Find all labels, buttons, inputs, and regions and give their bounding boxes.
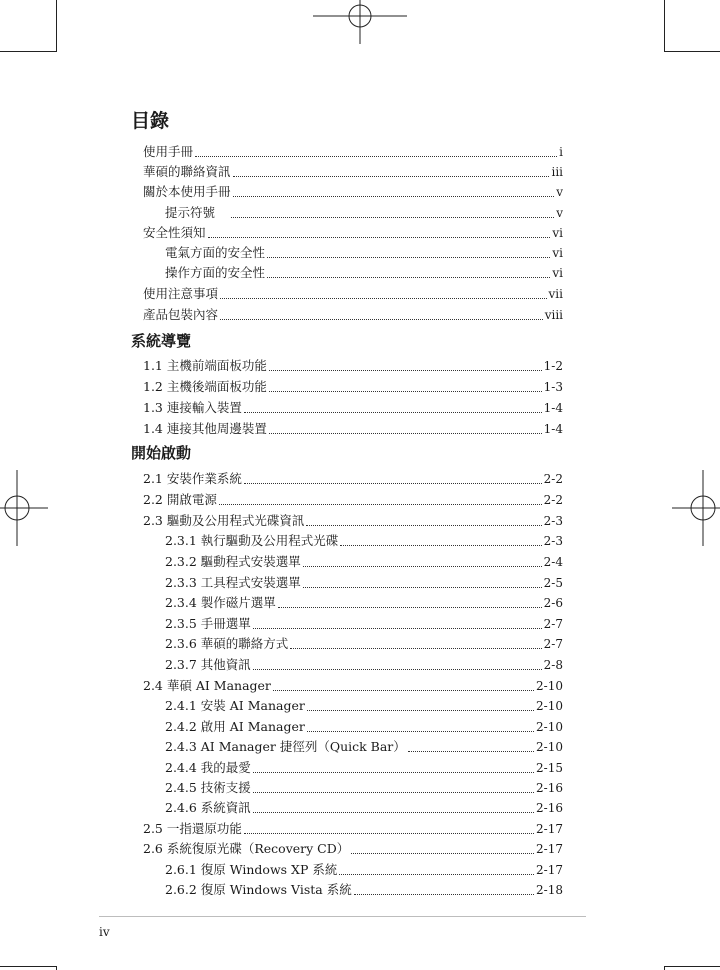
toc-entry-label: 2.3.3 工具程式安裝選單	[165, 575, 301, 590]
toc-entry[interactable]	[165, 593, 563, 613]
toc-entry-page: 2-2	[543, 493, 563, 507]
toc-entry[interactable]	[165, 263, 563, 283]
dot-leader	[244, 411, 542, 413]
toc-entry-label: 使用注意事項	[143, 286, 219, 301]
dot-leader	[253, 627, 542, 629]
toc-entry[interactable]	[165, 696, 563, 716]
toc-entry-page: 2-7	[543, 617, 563, 631]
dot-leader	[339, 873, 534, 875]
toc-entry-label: 2.3.4 製作磁片選單	[165, 595, 276, 610]
toc-entry-label: 使用手冊	[143, 144, 194, 159]
toc-entry-page: v	[556, 185, 563, 199]
crop-mark	[664, 0, 665, 52]
toc-entry-page: 1-4	[543, 401, 563, 415]
toc-entry-page: 2-17	[536, 822, 563, 836]
dot-leader	[244, 832, 534, 834]
toc-entry-page: vi	[552, 266, 563, 280]
toc-entry-page: 1-4	[543, 422, 563, 436]
dot-leader	[290, 647, 541, 649]
dot-leader	[253, 771, 534, 773]
toc-entry-label: 2.3.7 其他資訊	[165, 657, 251, 672]
toc-entry[interactable]	[143, 469, 563, 489]
toc-entry-label: 2.3.5 手冊選單	[165, 616, 251, 631]
dot-leader	[278, 606, 542, 608]
dot-leader	[233, 195, 555, 197]
toc-entry-page: vi	[552, 226, 563, 240]
toc-entry[interactable]	[165, 634, 563, 654]
toc-entry-page: vi	[552, 246, 563, 260]
toc-entry-page: iii	[551, 165, 563, 179]
toc-entry-page: 2-17	[536, 863, 563, 877]
toc-entry-label: 產品包裝內容	[143, 307, 219, 322]
toc-entry[interactable]	[165, 573, 563, 593]
page-title: 目錄	[131, 110, 170, 132]
footer-rule	[99, 916, 586, 917]
toc-entry[interactable]	[143, 182, 563, 202]
dot-leader	[408, 750, 534, 752]
crop-mark	[56, 966, 57, 970]
dot-leader	[195, 155, 557, 157]
crop-mark	[0, 966, 56, 967]
toc-entry[interactable]	[143, 419, 563, 439]
toc-entry-label: 電氣方面的安全性	[165, 245, 266, 260]
toc-entry-label: 2.4.4 我的最愛	[165, 760, 251, 775]
toc-entry-page: i	[559, 145, 563, 159]
dot-leader	[219, 503, 542, 505]
toc-entry-page: 2-18	[536, 883, 563, 897]
dot-leader	[303, 586, 542, 588]
toc-entry-page: vii	[548, 287, 563, 301]
toc-entry[interactable]	[143, 819, 563, 839]
dot-leader	[253, 811, 534, 813]
dot-leader	[354, 893, 534, 895]
toc-entry-page: v	[556, 206, 563, 220]
section-heading-chapter-1: 系統導覽	[131, 332, 192, 350]
dot-leader	[253, 668, 542, 670]
dot-leader	[340, 544, 541, 546]
toc-entry-label: 1.2 主機後端面板功能	[143, 379, 267, 394]
dot-leader	[306, 524, 541, 526]
toc-entry-page: 2-5	[543, 576, 563, 590]
toc-entry[interactable]	[143, 377, 563, 397]
toc-entry-label: 2.6 系統復原光碟（Recovery CD）	[143, 841, 350, 856]
toc-entry-label: 安全性須知	[143, 225, 206, 240]
toc-entry-page: 2-17	[536, 842, 563, 856]
dot-leader	[231, 216, 554, 218]
toc-entry-label: 2.4.6 系統資訊	[165, 800, 251, 815]
toc-entry-label: 2.3.6 華碩的聯絡方式	[165, 636, 289, 651]
registration-mark-top	[313, 0, 407, 44]
toc-entry-page: 2-10	[536, 740, 563, 754]
toc-entry-label: 1.4 連接其他周邊裝置	[143, 421, 267, 436]
toc-entry[interactable]	[165, 758, 563, 778]
dot-leader	[233, 175, 550, 177]
toc-entry-label: 2.4.3 AI Manager 捷徑列（Quick Bar）	[165, 739, 406, 754]
toc-entry-page: 2-8	[543, 658, 563, 672]
toc-entry[interactable]	[165, 655, 563, 675]
toc-entry[interactable]	[165, 552, 563, 572]
toc-entry-page: 2-15	[536, 761, 563, 775]
toc-entry-page: 1-2	[543, 359, 563, 373]
registration-mark-right	[672, 470, 720, 546]
toc-entry[interactable]	[165, 798, 563, 818]
dot-leader	[307, 709, 534, 711]
toc-entry-page: 2-16	[536, 781, 563, 795]
dot-leader	[269, 390, 542, 392]
dot-leader	[253, 791, 534, 793]
toc-entry-label: 1.3 連接輸入裝置	[143, 400, 242, 415]
dot-leader	[351, 852, 534, 854]
dot-leader	[307, 730, 534, 732]
toc-entry-label: 關於本使用手冊	[143, 184, 231, 199]
dot-leader	[303, 565, 542, 567]
toc-entry[interactable]	[165, 717, 563, 737]
toc-entry-label: 1.1 主機前端面板功能	[143, 358, 267, 373]
toc-entry-label: 2.3.1 執行驅動及公用程式光碟	[165, 533, 339, 548]
toc-entry-label: 2.3.2 驅動程式安裝選單	[165, 554, 301, 569]
toc-entry-page: 2-10	[536, 699, 563, 713]
toc-entry-page: 2-16	[536, 801, 563, 815]
dot-leader	[273, 689, 534, 691]
toc-entry[interactable]	[143, 398, 563, 418]
crop-mark	[664, 51, 720, 52]
toc-entry-label: 2.5 一指還原功能	[143, 821, 242, 836]
toc-entry-label: 操作方面的安全性	[165, 265, 266, 280]
toc-entry-label: 2.4.5 技術支援	[165, 780, 251, 795]
dot-leader	[244, 482, 542, 484]
toc-entry-label: 2.3 驅動及公用程式光碟資訊	[143, 513, 305, 528]
dot-leader	[269, 432, 542, 434]
registration-mark-left	[0, 470, 48, 546]
toc-entry-page: 2-3	[543, 534, 563, 548]
dot-leader	[267, 276, 550, 278]
toc-entry-label: 華碩的聯絡資訊	[143, 164, 231, 179]
toc-entry[interactable]	[165, 203, 563, 223]
toc-entry[interactable]	[143, 839, 563, 859]
dot-leader	[267, 256, 550, 258]
toc-entry[interactable]	[165, 243, 563, 263]
toc-entry-page: viii	[544, 308, 563, 322]
dot-leader	[220, 318, 543, 320]
toc-entry[interactable]	[143, 490, 563, 510]
crop-mark	[56, 0, 57, 52]
crop-mark	[664, 966, 720, 967]
toc-entry-page: 2-4	[543, 555, 563, 569]
dot-leader	[220, 297, 547, 299]
toc-entry-label: 2.4.2 啟用 AI Manager	[165, 719, 305, 734]
toc-entry[interactable]	[143, 142, 563, 162]
page-number: iv	[99, 925, 110, 939]
toc-entry-label: 2.4.1 安裝 AI Manager	[165, 698, 305, 713]
toc-entry[interactable]	[143, 511, 563, 531]
toc-entry-label: 2.1 安裝作業系統	[143, 471, 242, 486]
toc-entry[interactable]	[143, 305, 563, 325]
toc-entry-page: 1-3	[543, 380, 563, 394]
toc-entry[interactable]	[165, 860, 563, 880]
toc-entry[interactable]	[165, 531, 563, 551]
toc-entry-label: 2.4 華碩 AI Manager	[143, 678, 271, 693]
toc-entry[interactable]	[165, 737, 563, 757]
toc-entry-page: 2-10	[536, 720, 563, 734]
section-heading-chapter-2: 開始啟動	[131, 444, 192, 462]
toc-entry[interactable]	[143, 676, 563, 696]
toc-entry-label: 提示符號	[165, 205, 216, 220]
toc-entry[interactable]	[165, 880, 563, 900]
crop-mark	[0, 51, 56, 52]
toc-entry[interactable]	[165, 778, 563, 798]
toc-entry-page: 2-7	[543, 637, 563, 651]
toc-entry[interactable]	[143, 356, 563, 376]
toc-entry[interactable]	[143, 223, 563, 243]
toc-entry-label: 2.6.2 復原 Windows Vista 系統	[165, 882, 352, 897]
toc-entry-page: 2-10	[536, 679, 563, 693]
toc-entry-label: 2.2 開啟電源	[143, 492, 217, 507]
toc-entry-page: 2-6	[543, 596, 563, 610]
toc-entry[interactable]	[165, 614, 563, 634]
dot-leader	[269, 369, 542, 371]
dot-leader	[208, 236, 551, 238]
toc-entry-page: 2-3	[543, 514, 563, 528]
toc-entry[interactable]	[143, 284, 563, 304]
toc-entry[interactable]	[143, 162, 563, 182]
toc-entry-label: 2.6.1 復原 Windows XP 系統	[165, 862, 338, 877]
toc-entry-page: 2-2	[543, 472, 563, 486]
